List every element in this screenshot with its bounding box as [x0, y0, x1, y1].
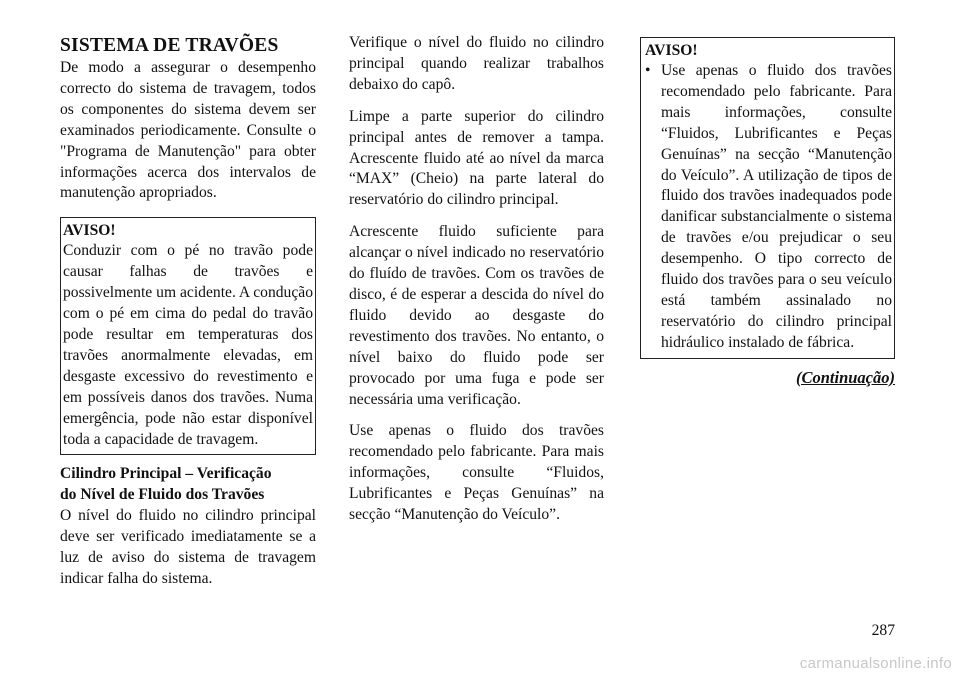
- subsection-title-line2: do Nível de Fluido dos Travões: [60, 486, 265, 504]
- section-title: SISTEMA DE TRAVÕES: [60, 35, 279, 56]
- warning-box-driving: [60, 217, 316, 455]
- paragraph-check-level: Verifique o nível do fluido no cilindro principal quando realizar trabalhos debaixo do capô.: [349, 34, 604, 93]
- middle-column: [349, 33, 604, 537]
- section-intro: De modo a assegurar o desempenho correcto do sistema de travagem, todos os componentes do sistema devem ser examinados periodicamente. Consulte o "Programa de Manutenção" para obter informações acerca dos intervalos de manutenção apropriados.: [60, 59, 316, 202]
- continued-label: (Continuação): [795, 367, 895, 387]
- warning-text: Conduzir com o pé no travão pode causar falhas de travões e possivelmente um acidente. A condução com o pé em cima do pedal do travão pode resultar em temperaturas dos travões anormalmente elevadas, em desgaste excessivo do revestimento e em possíveis danos dos travões. Numa emergência, pode não estar disponível toda a capacidade de travagem.: [63, 242, 313, 448]
- right-column: [640, 33, 895, 389]
- warning-title: AVISO!: [63, 222, 116, 240]
- bullet-icon: •: [645, 62, 651, 79]
- warning-title: AVISO!: [645, 42, 698, 59]
- subsection-title-line1: Cilindro Principal – Verificação: [60, 465, 272, 483]
- warning-box-fluid: [640, 37, 895, 359]
- paragraph-fluid-type: Use apenas o fluido dos travões recomendado pelo fabricante. Para mais informações, consulte “Fluidos, Lubrificantes e Peças Genuínas” na secção “Manutenção do Veículo”.: [349, 422, 604, 524]
- warning-text: Use apenas o fluido dos travões recomendado pelo fabricante. Para mais informações, consulte “Fluidos, Lubrificantes e Peças Genuínas” na secção “Manutenção do Veículo”. A utilização de tipos de fluido dos travões inadequados pode danificar substancialmente o sistema de travões e/ou prejudicar o seu desempenho. O tipo correcto de fluido dos travões para o seu veículo está também assinalado no reservatório do cilindro principal hidráulico instalado de fábrica.: [661, 62, 892, 351]
- paragraph-clean-cap: Limpe a parte superior do cilindro principal antes de remover a tampa. Acrescente fluido até ao nível da marca “MAX” (Cheio) na parte lateral do reservatório do cilindro principal.: [349, 107, 604, 209]
- subsection-title: [60, 464, 316, 506]
- paragraph-add-fluid: Acrescente fluido suficiente para alcançar o nível indicado no reservatório do fluído de travões. Com os travões de disco, é de esperar a descida do nível do fluido devido ao desgaste do revestimento dos travões. No entanto, o nível baixo do fluido pode ser provocado por uma fuga e pode ser necessária uma verificação.: [349, 223, 604, 408]
- subsection-text: O nível do fluido no cilindro principal deve ser verificado imediatamente se a luz de aviso do sistema de travagem indicar falha do sistema.: [60, 507, 316, 587]
- left-column: [60, 33, 316, 590]
- page-number: 287: [871, 622, 895, 639]
- watermark: carmanualsonline.info: [799, 655, 952, 672]
- warning-bullet-item: [645, 61, 892, 354]
